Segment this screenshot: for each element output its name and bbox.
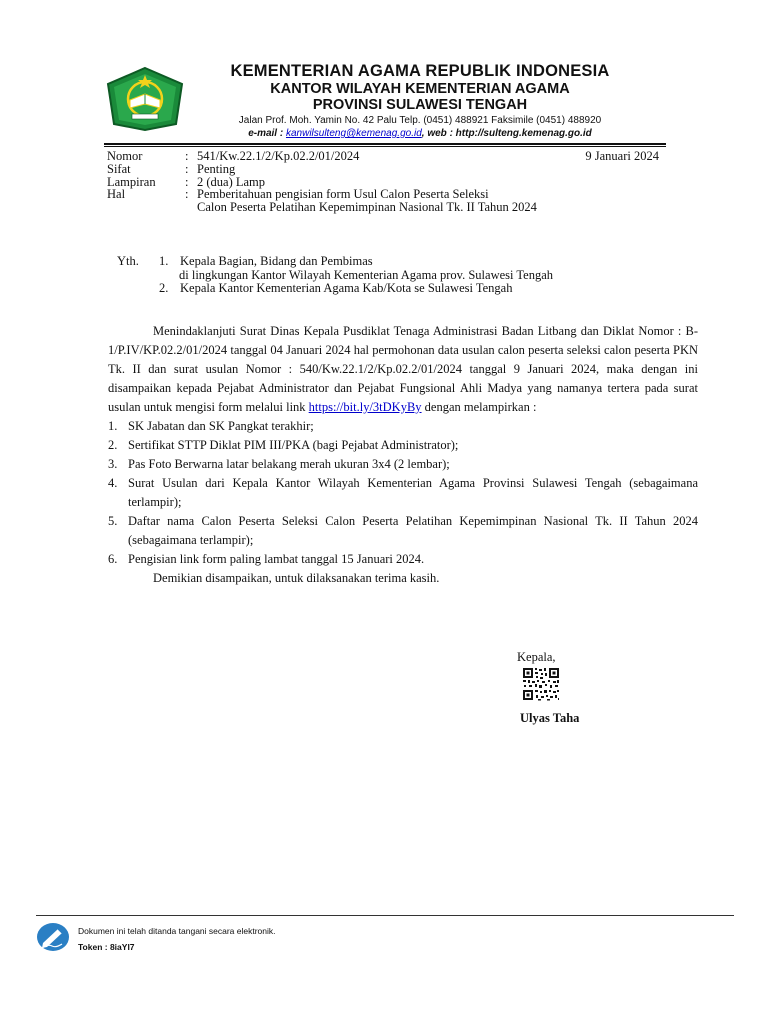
nomor-label: Nomor — [107, 149, 143, 163]
signatory-name: Ulyas Taha — [520, 711, 580, 725]
letterhead-rule-thick — [104, 143, 666, 145]
hal-line-2: Calon Peserta Pelatihan Kepemimpinan Nasional Tk. II Tahun 2024 — [197, 200, 537, 215]
hal-label: Hal — [107, 187, 126, 202]
colon: : — [185, 149, 189, 163]
hal-row — [107, 188, 667, 214]
colon: : — [185, 187, 189, 202]
qr-code-icon — [522, 667, 560, 701]
item-text: Pas Foto Berwarna latar belakang merah ukuran 3x4 (2 lembar); — [128, 457, 450, 471]
lampiran-value: 2 (dua) Lamp — [197, 174, 266, 189]
attachment-list — [108, 417, 698, 569]
sifat-value: Penting — [197, 161, 236, 176]
item-number: 3. — [108, 457, 118, 471]
paragraph-text: Menindaklanjuti Surat Dinas Kepala Pusdiklat Tenaga Administrasi Badan Litbang dan Diklat Nomor : B-1/P.IV/KP.02.2/01/2024 tanggal 04 Januari 2024 hal permohonan data usulan calon peserta seleksi calon peserta PKN Tk. II dan surat usulan Nomor : 540/Kw.22.1/2/Kp.02.2/01/2024 tanggal 9 Januari 2024, maka dengan ini disampaikan kepada Pejabat Administrator dan Pejabat Fungsional Ahli Madya yang namanya tertera pada surat usulan untuk mengisi form melalui link — [108, 324, 698, 414]
recipient-num-2: 2. — [159, 281, 169, 296]
recipient-row-2 — [117, 282, 637, 296]
item-number: 2. — [108, 438, 118, 452]
office-name: KANTOR WILAYAH KEMENTERIAN AGAMA — [270, 81, 570, 97]
item-text: SK Jabatan dan SK Pangkat terakhir; — [128, 419, 314, 433]
hal-value — [197, 188, 667, 214]
paragraph-end: dengan melampirkan : — [421, 400, 537, 414]
email-link[interactable]: kanwilsulteng@kemenag.go.id — [285, 128, 422, 139]
e-signature-pen-icon — [36, 922, 70, 952]
recipient-num-1: 1. — [159, 254, 169, 268]
item-number: 1. — [108, 419, 118, 433]
recipient-1-line-2: di lingkungan Kantor Wilayah Kementerian Agama prov. Sulawesi Tengah — [179, 267, 553, 282]
letter-header — [107, 150, 667, 214]
item-text: Sertifikat STTP Diklat PIM III/PKA (bagi Pejabat Administrator); — [128, 438, 459, 452]
list-item — [108, 455, 698, 474]
list-item — [108, 436, 698, 455]
sifat-row — [107, 163, 667, 176]
recipient-block — [117, 255, 637, 296]
province-name: PROVINSI SULAWESI TENGAH — [312, 97, 528, 113]
letterhead-rule-thin — [104, 146, 666, 147]
item-text: Surat Usulan dari Kepala Kantor Wilayah Kementerian Agama Provinsi Sulawesi Tengah (sebagaimana terlampir); — [128, 476, 698, 509]
letter-body — [108, 322, 698, 588]
web-label: , web : http://sulteng.kemenag.go.id — [421, 128, 592, 139]
recipient-row-1 — [117, 255, 637, 269]
office-address: Jalan Prof. Moh. Yamin No. 42 Palu Telp. (0451) 488921 Faksimile (0451) 488920 — [238, 115, 602, 126]
recipient-1-line-1: Kepala Bagian, Bidang dan Pembimas — [180, 254, 373, 268]
list-item — [108, 474, 698, 512]
main-paragraph — [108, 322, 698, 417]
closing-sentence: Demikian disampaikan, untuk dilaksanakan terima kasih. — [153, 571, 440, 585]
item-number: 5. — [108, 514, 118, 528]
agency-name: KEMENTERIAN AGAMA REPUBLIK INDONESIA — [230, 62, 610, 80]
letter-date: 9 Januari 2024 — [585, 149, 659, 163]
yth-label: Yth. — [117, 254, 139, 268]
kemenag-emblem-icon — [104, 66, 186, 132]
item-text: Pengisian link form paling lambat tanggal 15 Januari 2024. — [128, 552, 425, 566]
item-number: 4. — [108, 476, 118, 490]
list-item — [108, 417, 698, 436]
item-number: 6. — [108, 552, 118, 566]
sifat-label: Sifat — [107, 161, 131, 176]
contact-line — [190, 128, 650, 139]
recipient-2: Kepala Kantor Kementerian Agama Kab/Kota se Sulawesi Tengah — [180, 281, 513, 296]
hal-line-1: Pemberitahuan pengisian form Usul Calon Peserta Seleksi — [197, 187, 489, 202]
item-text: Daftar nama Calon Peserta Seleksi Calon Peserta Pelatihan Kepemimpinan Nasional Tk. II Tahun 2024 (sebagaimana terlampir); — [128, 514, 698, 547]
email-label: e-mail : — [248, 128, 286, 139]
list-item — [108, 550, 698, 569]
signatory-title: Kepala, — [517, 650, 556, 664]
footer-rule — [36, 915, 734, 916]
colon: : — [185, 174, 189, 189]
token-label: Token : 8iaYI7 — [78, 942, 135, 952]
lampiran-label: Lampiran — [107, 174, 156, 189]
list-item — [108, 512, 698, 550]
e-sign-note: Dokumen ini telah ditanda tangani secara elektronik. — [78, 926, 276, 936]
form-link[interactable]: https://bit.ly/3tDKyBy — [308, 400, 422, 414]
colon: : — [185, 161, 189, 176]
nomor-row — [107, 150, 667, 163]
nomor-value: 541/Kw.22.1/2/Kp.02.2/01/2024 — [197, 149, 360, 163]
